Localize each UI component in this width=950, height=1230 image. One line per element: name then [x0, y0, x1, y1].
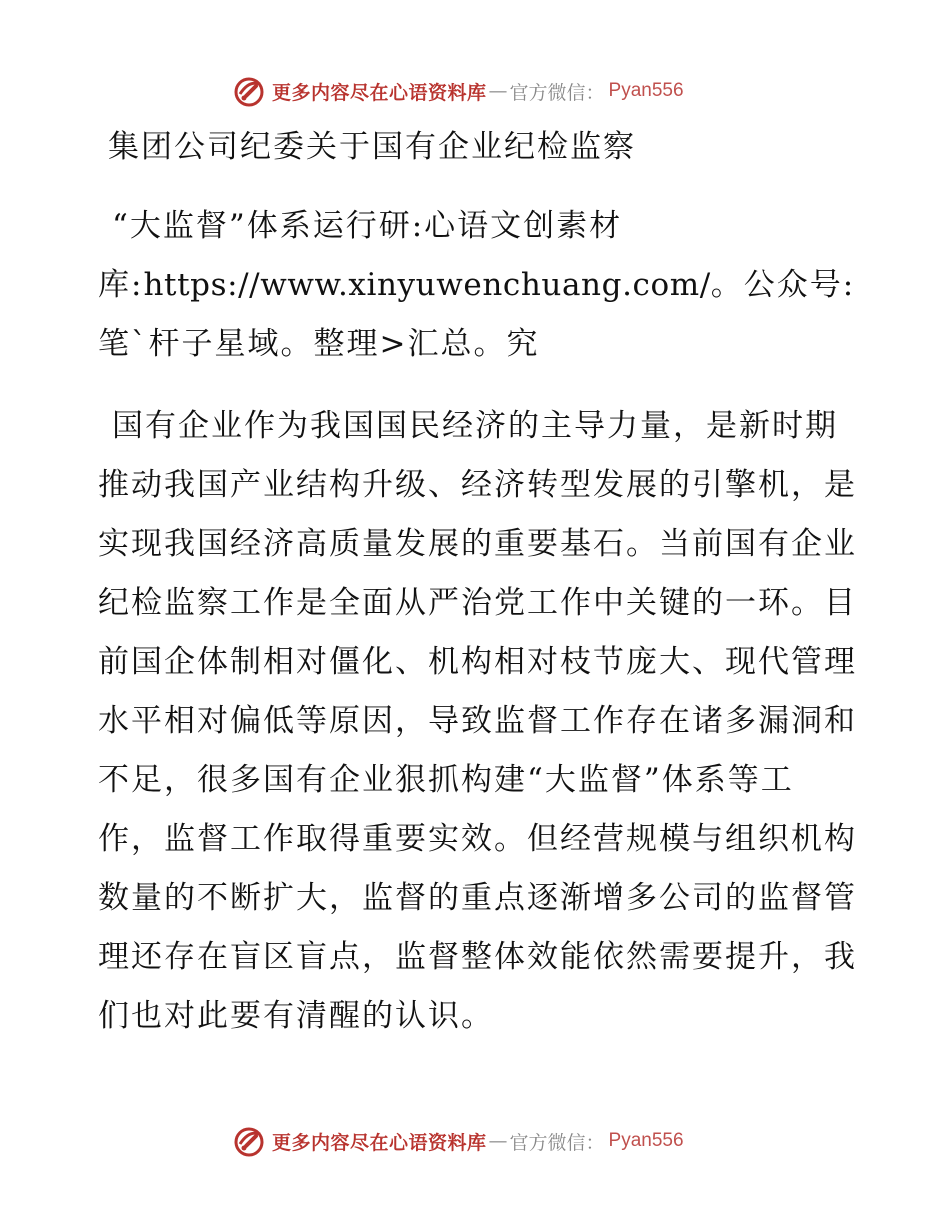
brand-logo-icon	[232, 1124, 266, 1158]
document-body	[98, 118, 858, 1046]
header-banner	[232, 71, 684, 111]
intro-paragraph	[98, 197, 858, 374]
brand-logo-icon	[232, 74, 266, 108]
body-text: 国有企业作为我国国民经济的主导力量，是新时期推动我国产业结构升级、经济转型发展的引擎机，是实现我国经济高质量发展的重要基石。当前国有企业纪检监察工作是全面从严治党工作中关键的一环。目前国企体制相对僵化、机构相对枝节庞大、现代管理水平相对偏低等原因，导致监督工作存在诸多漏洞和不足，很多国有企业狠抓构建“大监督”体系等工作，监督工作取得重要实效。但经营规模与组织机构数量的不断扩大，监督的重点逐渐增多公司的监督管理还存在盲区盲点，监督整体效能依然需要提升，我们也对此要有清醒的认识。	[98, 408, 857, 1034]
header-official-label: 官方微信：	[509, 81, 605, 104]
footer-brand-text: 更多内容尽在心语资料库	[272, 1131, 487, 1154]
document-title: 集团公司纪委关于国有企业纪检监察	[108, 129, 636, 165]
body-paragraph	[98, 397, 858, 1046]
intro-url: https://www.xinyuwenchuang.com/	[143, 267, 711, 303]
intro-text-1: “大监督”体系运行研:心语文创素材库:	[98, 208, 623, 303]
intro-text-2: 。公众号: 笔`杆子星域。整理>汇总。究	[98, 267, 856, 362]
footer-separator: —	[488, 1130, 508, 1152]
header-separator: —	[488, 80, 508, 102]
header-brand-text: 更多内容尽在心语资料库	[272, 81, 487, 104]
footer-official-label: 官方微信：	[509, 1131, 605, 1154]
footer-wechat-id: Pyan556	[608, 1130, 684, 1151]
header-wechat-id: Pyan556	[608, 80, 684, 101]
footer-banner	[232, 1121, 684, 1161]
